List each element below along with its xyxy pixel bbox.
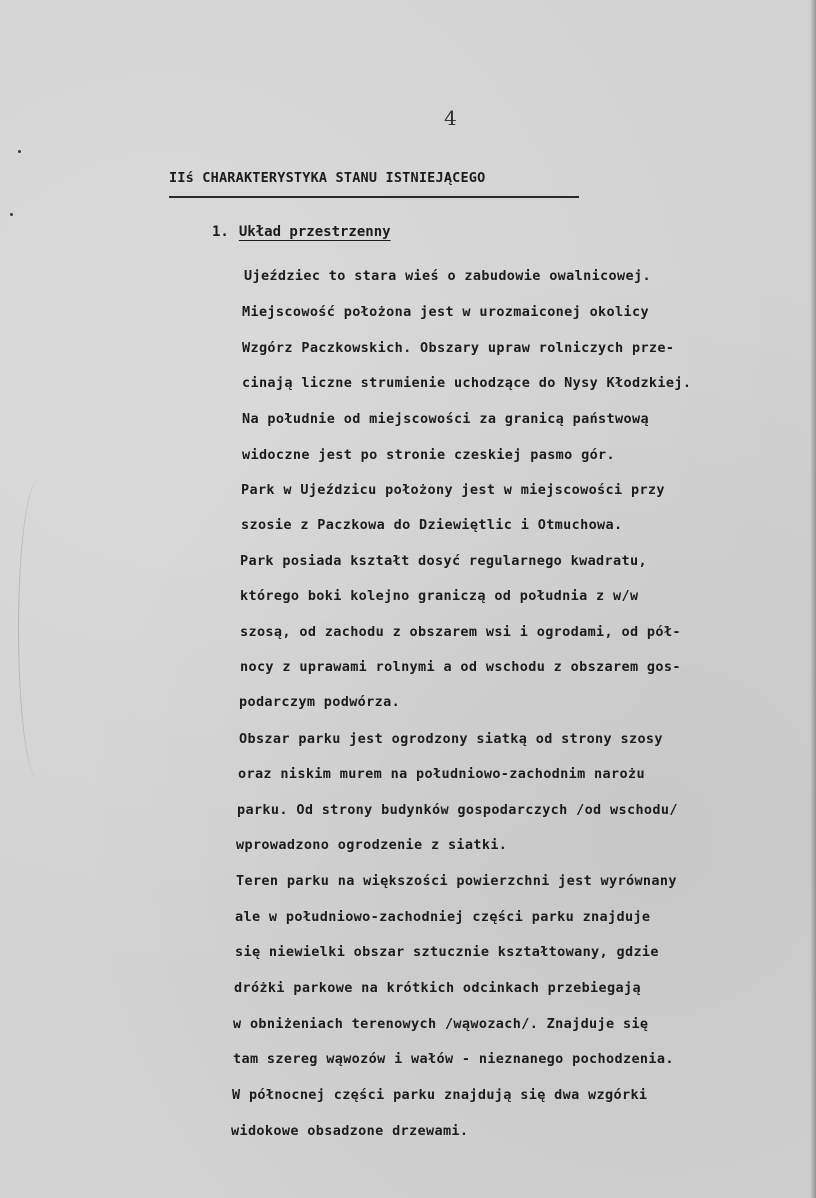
body-line: Wzgórz Paczkowskich. Obszary upraw rolniczych prze- — [242, 340, 675, 356]
body-line: nocy z uprawami rolnymi a od wschodu z obszarem gos- — [240, 659, 681, 675]
body-line: ale w południowo-zachodniej części parku znajduje — [235, 909, 651, 925]
section-heading: IIś CHARAKTERYSTYKA STANU ISTNIEJĄCEGO — [169, 170, 486, 186]
body-line: cinają liczne strumienie uchodzące do Nysy Kłodzkiej. — [242, 375, 692, 391]
subsection-title: Układ przestrzenny — [238, 224, 391, 240]
body-line: w obniżeniach terenowych /wąwozach/. Znajduje się — [233, 1016, 649, 1032]
body-line: Park w Ujeździcu położony jest w miejscowości przy — [241, 482, 665, 498]
body-line: Teren parku na większości powierzchni jest wyrównany — [236, 873, 677, 889]
subsection-heading — [212, 224, 391, 240]
body-line: W północnej części parku znajdują się dwa wzgórki — [232, 1087, 648, 1103]
body-line: wprowadzono ogrodzenie z siatki. — [236, 837, 508, 853]
subsection-number: 1. — [212, 224, 229, 240]
body-line: podarczym podwórza. — [239, 694, 401, 710]
body-line: dróżki parkowe na krótkich odcinkach przebiegają — [234, 980, 641, 996]
section-heading-underline — [169, 196, 579, 198]
body-line: szosie z Paczkowa do Dziewiętlic i Otmuchowa. — [241, 517, 623, 533]
body-line: Ujeździec to stara wieś o zabudowie owalnicowej. — [244, 268, 651, 284]
punch-hole-mark — [10, 213, 13, 216]
body-line: oraz niskim murem na południowo-zachodnim narożu — [238, 766, 645, 782]
body-line: się niewielki obszar sztucznie kształtowany, gdzie — [235, 944, 659, 960]
body-line: którego boki kolejno graniczą od południa z w/w — [240, 588, 639, 604]
page-edge-shadow — [810, 0, 816, 1198]
paper-fold-mark — [18, 480, 59, 780]
body-line: widokowe obsadzone drzewami. — [231, 1123, 469, 1139]
punch-hole-mark — [18, 150, 21, 153]
body-line: szosą, od zachodu z obszarem wsi i ogrodami, od pół- — [240, 624, 681, 640]
body-line: Obszar parku jest ogrodzony siatką od strony szosy — [239, 731, 663, 747]
body-line: Na południe od miejscowości za granicą państwową — [242, 411, 649, 427]
body-line: parku. Od strony budynków gospodarczych /od wschodu/ — [237, 802, 678, 818]
body-line: tam szereg wąwozów i wałów - nieznanego pochodzenia. — [233, 1051, 674, 1067]
page-number: 4 — [444, 106, 457, 130]
body-line: widoczne jest po stronie czeskiej pasmo gór. — [242, 447, 616, 463]
body-line: Park posiada kształt dosyć regularnego kwadratu, — [240, 553, 647, 569]
body-line: Miejscowość położona jest w urozmaiconej okolicy — [242, 304, 649, 320]
